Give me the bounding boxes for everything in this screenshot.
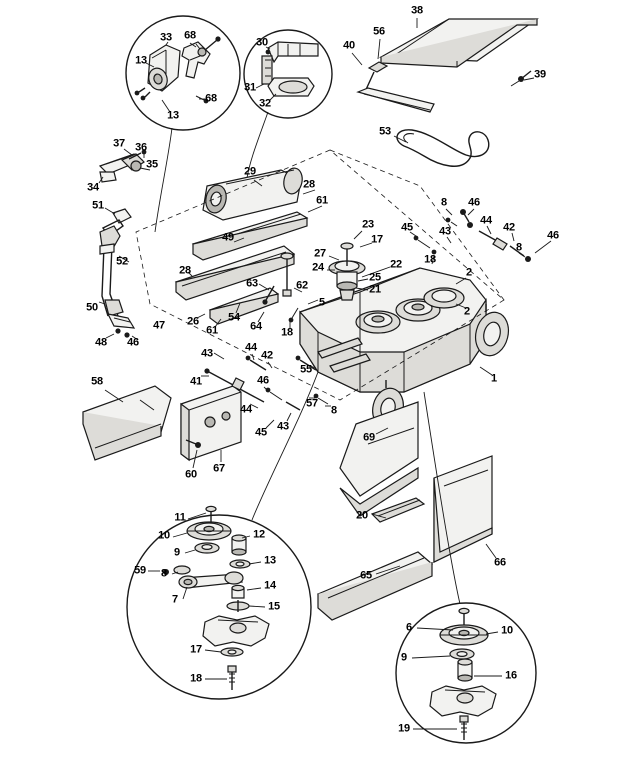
callout-number: 2 [464, 305, 470, 318]
callout-number: 57 [306, 397, 318, 410]
callout-number: 22 [390, 258, 402, 271]
part-67-bracket [181, 386, 241, 460]
callout-number: 16 [505, 669, 517, 682]
callout-number: 10 [158, 529, 170, 542]
part-58-deflector [83, 386, 171, 460]
part-65-panel [318, 552, 432, 620]
callout-number: 18 [190, 672, 202, 685]
callout-number: 37 [113, 137, 125, 150]
callout-number: 41 [190, 375, 202, 388]
callout-number: 20 [356, 509, 368, 522]
callout-number: 46 [547, 229, 559, 242]
callout-number: 24 [312, 261, 324, 274]
callout-number: 34 [87, 181, 99, 194]
callout-number: 32 [259, 97, 271, 110]
callout-number: 67 [213, 462, 225, 475]
callout-number: 43 [201, 347, 213, 360]
callout-number: 28 [303, 178, 315, 191]
callout-number: 44 [480, 214, 492, 227]
callout-number: 68 [184, 29, 196, 42]
detail-circle-top-left [126, 16, 240, 130]
callout-number: 40 [343, 39, 355, 52]
callout-number: 50 [86, 301, 98, 314]
callout-number: 54 [228, 311, 240, 324]
callout-number: 60 [185, 468, 197, 481]
callout-number: 42 [261, 349, 273, 362]
callout-number: 17 [190, 643, 202, 656]
callout-number: 8 [161, 567, 167, 580]
callout-number: 8 [441, 196, 447, 209]
callout-number: 53 [379, 125, 391, 138]
callout-number: 38 [411, 4, 423, 17]
callout-number: 55 [300, 363, 312, 376]
part-38-cover [381, 19, 537, 67]
callout-number: 7 [172, 593, 178, 606]
callout-number: 56 [373, 25, 385, 38]
callout-number: 14 [264, 579, 276, 592]
part-56-bracket [358, 62, 434, 112]
callout-number: 44 [245, 341, 257, 354]
part-53-belt [397, 130, 489, 166]
callout-number: 46 [257, 374, 269, 387]
callout-number: 48 [95, 336, 107, 349]
callout-number: 8 [331, 404, 337, 417]
callout-number: 42 [503, 221, 515, 234]
callout-number: 36 [135, 141, 147, 154]
callout-number: 21 [369, 283, 381, 296]
callout-number: 17 [371, 233, 383, 246]
callout-number: 25 [369, 271, 381, 284]
callout-number: 29 [244, 165, 256, 178]
callout-number: 11 [174, 511, 186, 524]
callout-number: 61 [316, 194, 328, 207]
callout-number: 1 [491, 372, 497, 385]
part-1-mower-deck [300, 268, 486, 392]
callout-number: 23 [362, 218, 374, 231]
callout-number: 62 [296, 279, 308, 292]
callout-number: 33 [160, 31, 172, 44]
callout-number: 59 [134, 564, 146, 577]
callout-number: 64 [250, 320, 262, 333]
callout-number: 30 [256, 36, 268, 49]
callout-number: 15 [268, 600, 280, 613]
part-69-panel [340, 402, 418, 516]
part-34-37-arm-assembly [100, 150, 146, 182]
callout-number: 46 [127, 336, 139, 349]
callout-number: 5 [319, 296, 325, 309]
callout-number: 2 [466, 266, 472, 279]
callout-number: 8 [516, 241, 522, 254]
callout-number: 44 [240, 403, 252, 416]
callout-number: 58 [91, 375, 103, 388]
callout-number: 49 [222, 231, 234, 244]
callout-number: 13 [167, 109, 179, 122]
callout-number: 66 [494, 556, 506, 569]
callout-number: 27 [314, 247, 326, 260]
callout-number: 10 [501, 624, 513, 637]
callout-number: 18 [424, 253, 436, 266]
callout-number: 52 [116, 255, 128, 268]
callout-number: 43 [277, 420, 289, 433]
callout-number: 43 [439, 225, 451, 238]
callout-number: 31 [244, 81, 256, 94]
detail-circle-bottom-center [127, 506, 311, 699]
callout-number: 61 [206, 324, 218, 337]
callout-number: 46 [468, 196, 480, 209]
callout-number: 69 [363, 431, 375, 444]
callout-number: 13 [135, 54, 147, 67]
callout-number: 45 [255, 426, 267, 439]
callout-number: 39 [534, 68, 546, 81]
callout-number: 47 [153, 319, 165, 332]
callout-number: 13 [264, 554, 276, 567]
callout-number: 12 [253, 528, 265, 541]
part-39-fastener [511, 71, 531, 86]
part-51-52-50-linkage [100, 209, 134, 338]
callout-number: 51 [92, 199, 104, 212]
callout-number: 63 [246, 277, 258, 290]
callout-number: 6 [406, 621, 412, 634]
callout-number: 68 [205, 92, 217, 105]
callout-number: 9 [174, 546, 180, 559]
callout-number: 26 [187, 315, 199, 328]
callout-number: 35 [146, 158, 158, 171]
callout-number: 65 [360, 569, 372, 582]
callout-number: 28 [179, 264, 191, 277]
callout-number: 45 [401, 221, 413, 234]
callout-number: 19 [398, 722, 410, 735]
callout-number: 18 [281, 326, 293, 339]
callout-number: 9 [401, 651, 407, 664]
